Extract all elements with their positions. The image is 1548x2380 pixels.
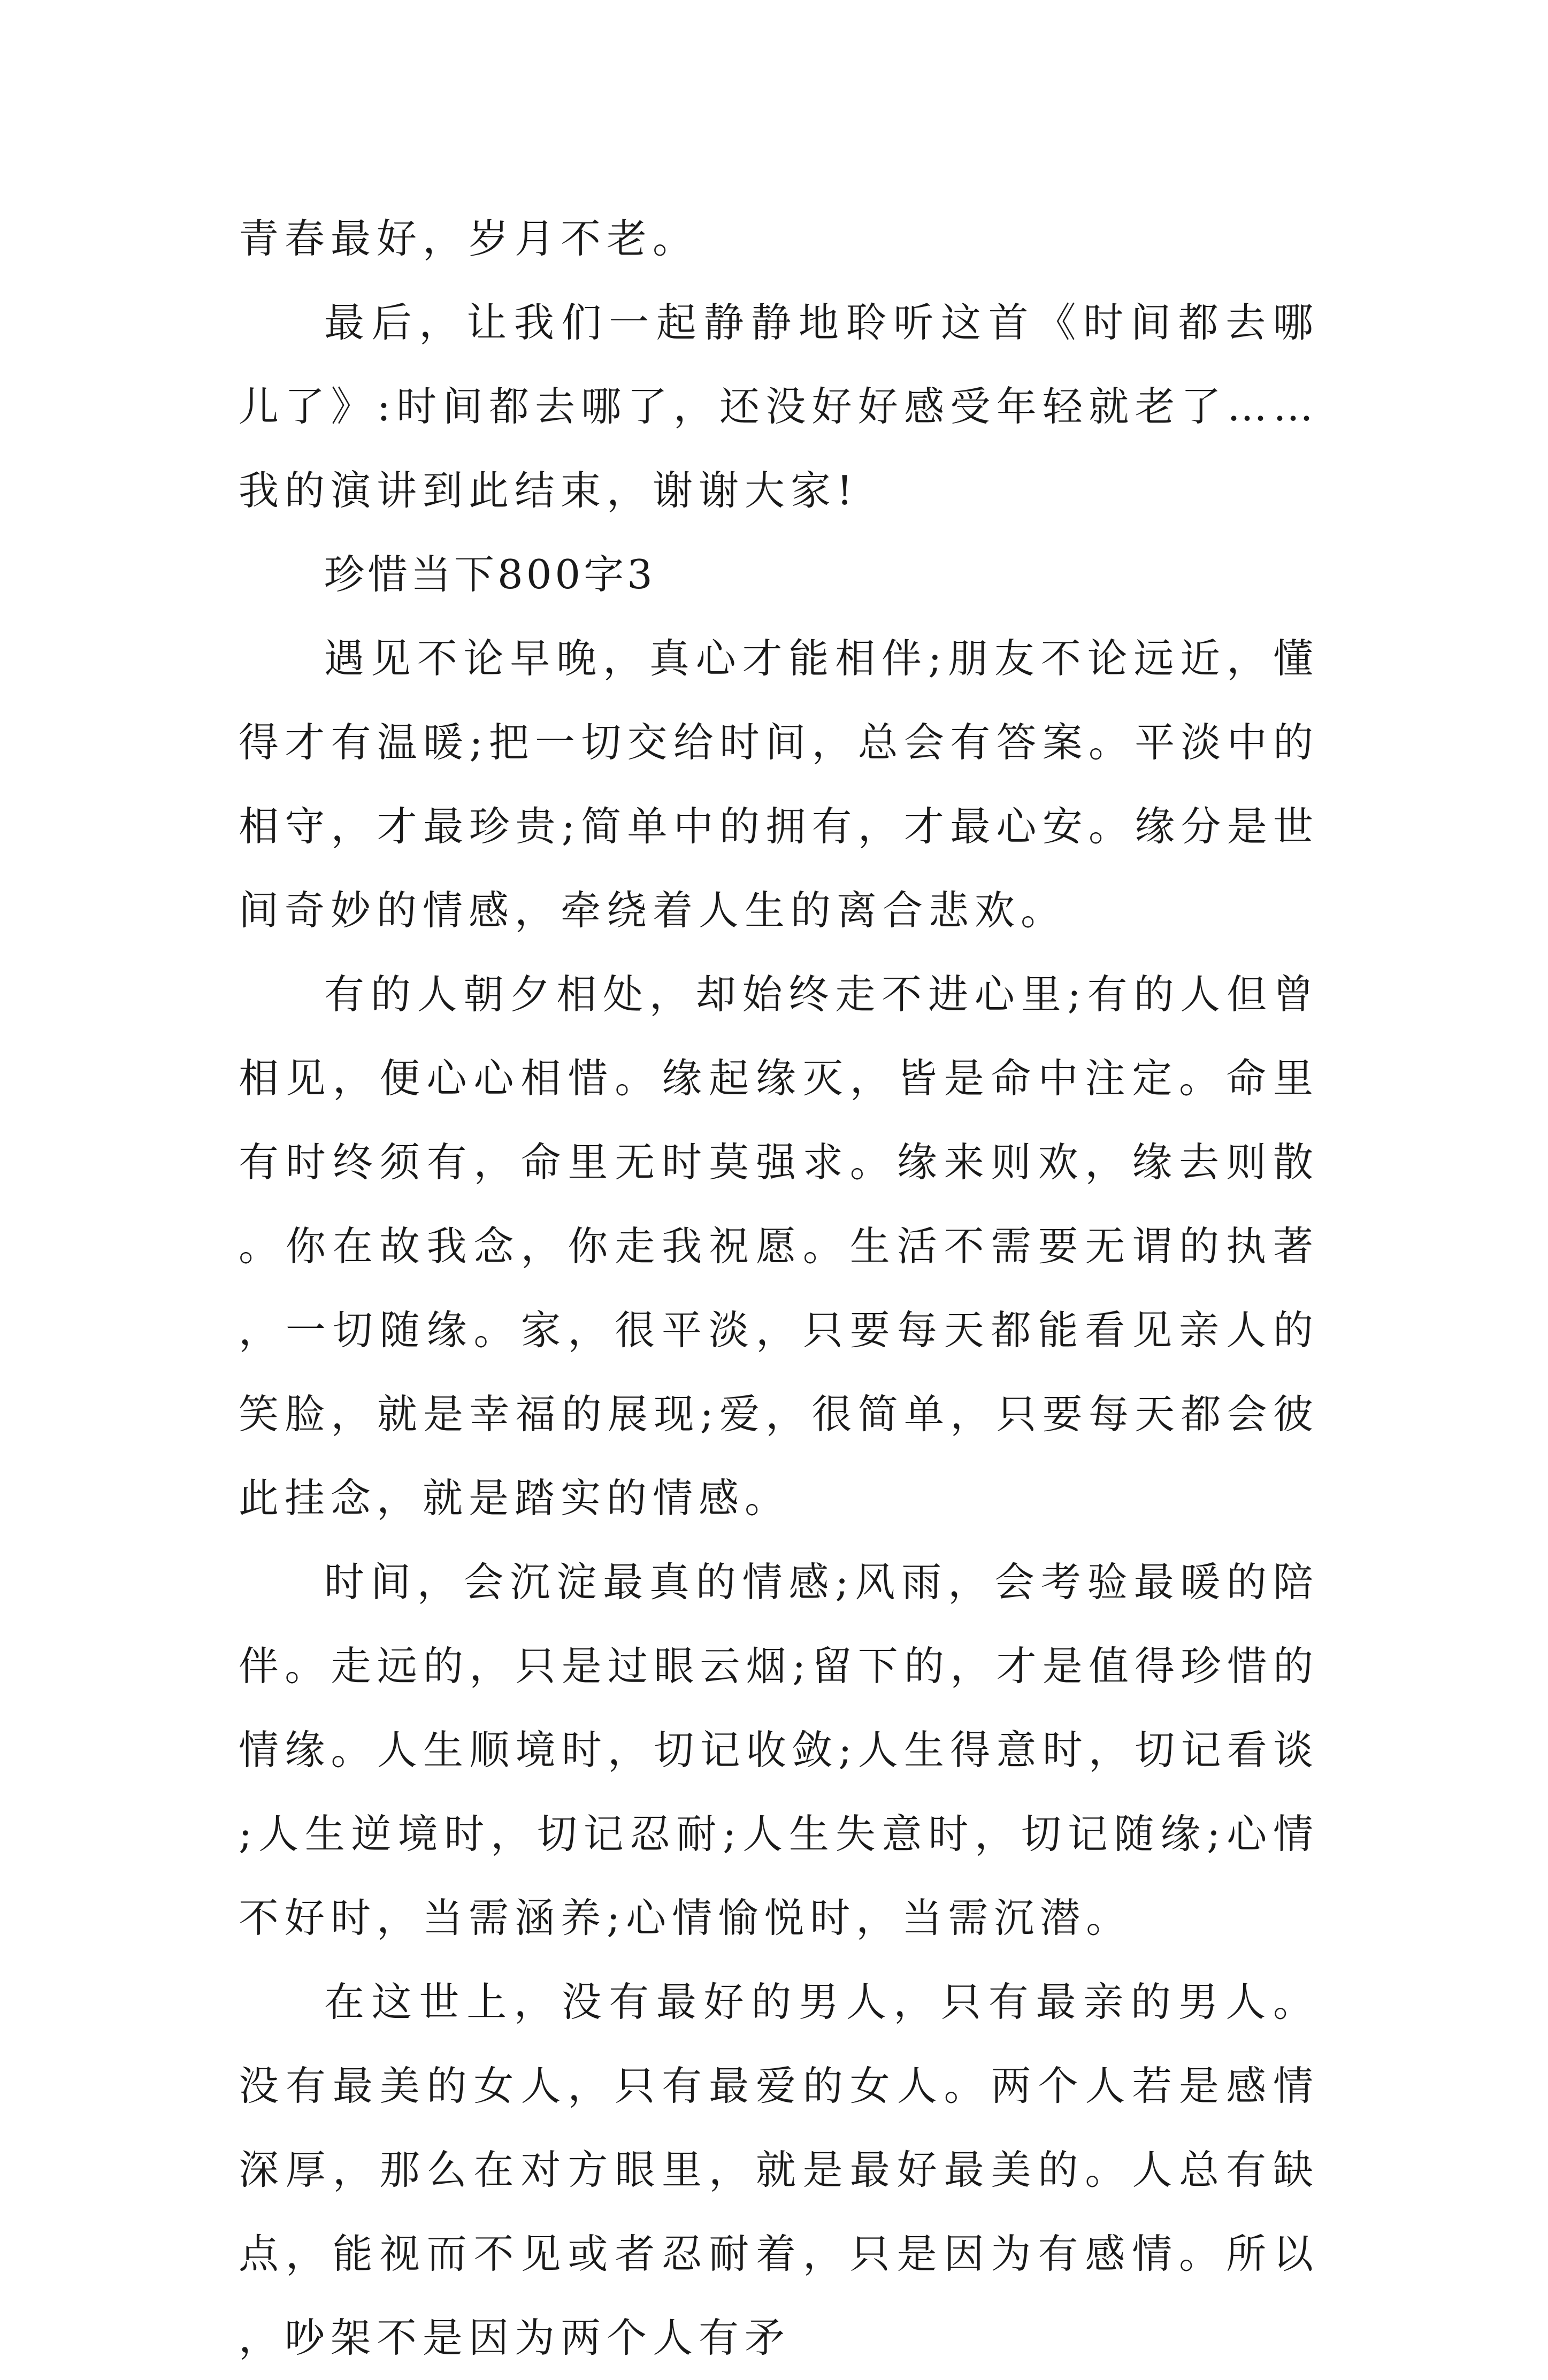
- paragraph-relationship: 在这世上，没有最好的男人，只有最亲的男人。没有最美的女人，只有最爱的女人。两个人若是感情深厚，那么在对方眼里，就是最好最美的。人总有缺点，能视而不见或者忍耐着，只是因为有感情。所以，吵架不是因为两个人有矛: [239, 1978, 1319, 2361]
- paragraph-fate: 有的人朝夕相处，却始终走不进心里;有的人但曾相见，便心心相惜。缘起缘灭，皆是命中注定。命里有时终须有，命里无时莫强求。缘来则欢，缘去则散。你在故我念，你走我祝愿。生活不需要无谓的执著，一切随缘。家，很平淡，只要每天都能看见亲人的笑脸，就是幸福的展现;爱，很简单，只要每天都会彼此挂念，就是踏实的情感。: [239, 971, 1319, 1522]
- paragraph-encounter: 遇见不论早晚，真心才能相伴;朋友不论远近，懂得才有温暖;把一切交给时间，总会有答案。平淡中的相守，才最珍贵;简单中的拥有，才最心安。缘分是世间奇妙的情感，牵绕着人生的离合悲欢。: [239, 635, 1319, 934]
- document-body: [239, 197, 1319, 2380]
- section-heading: 珍惜当下800字3: [324, 551, 656, 598]
- paragraph-time: 时间，会沉淀最真的情感;风雨，会考验最暖的陪伴。走远的，只是过眼云烟;留下的，才是值得珍惜的情缘。人生顺境时，切记收敛;人生得意时，切记看谈;人生逆境时，切记忍耐;人生失意时，切记随缘;心情不好时，当需涵养;心情愉悦时，当需沉潜。: [239, 1558, 1319, 1941]
- paragraph-continuation: 青春最好，岁月不老。: [239, 215, 699, 262]
- paragraph-closing-speech: 最后，让我们一起静静地聆听这首《时间都去哪儿了》:时间都去哪了，还没好好感受年轻就老了……我的演讲到此结束，谢谢大家!: [239, 299, 1319, 514]
